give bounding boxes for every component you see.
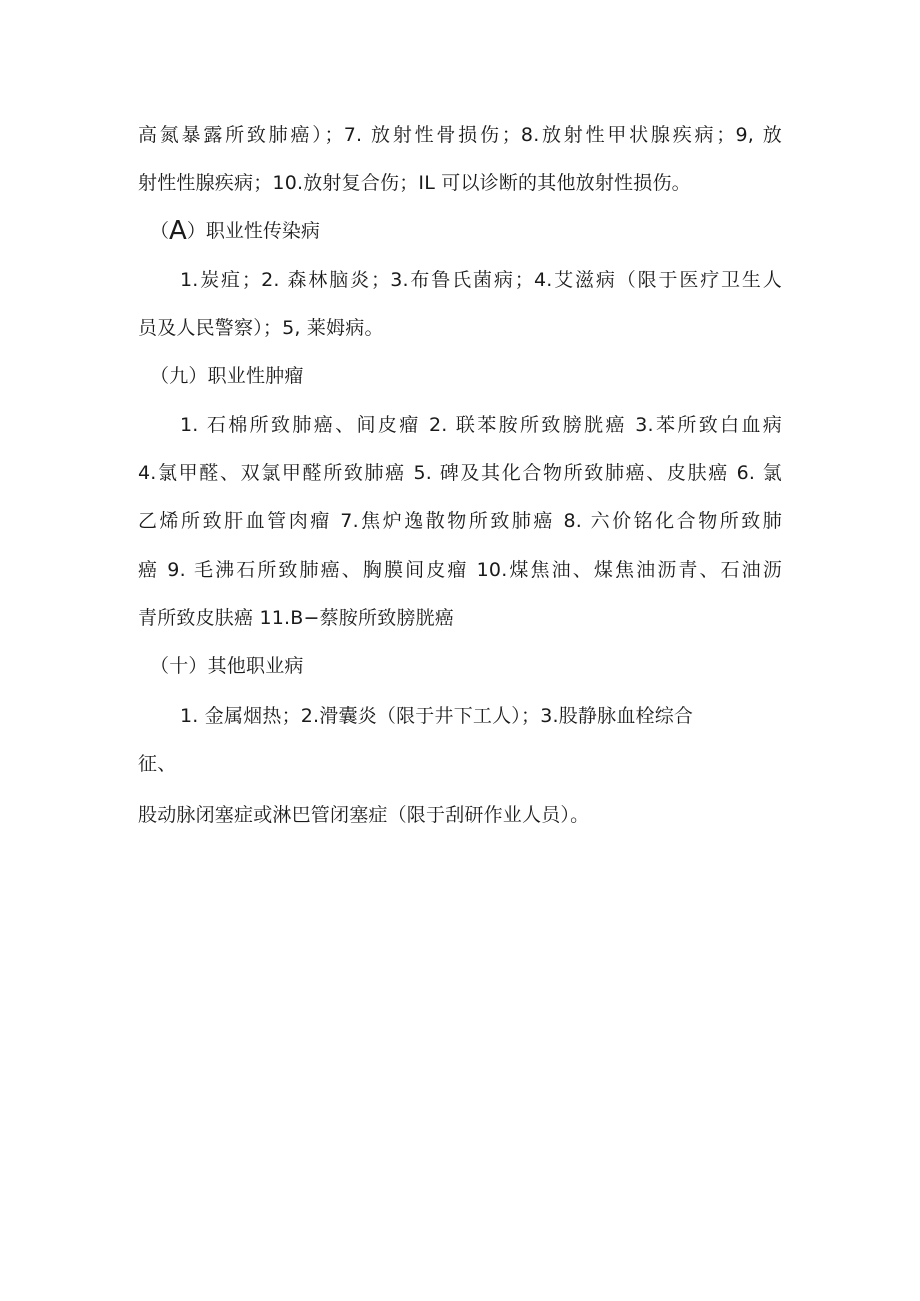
- paragraph-line-8: 乙烯所致肝血管肉瘤 7.焦炉逸散物所致肺癌 8. 六价铭化合物所致肺: [138, 510, 782, 532]
- section-heading-infectious: [150, 216, 320, 246]
- heading-text: 职业性传染病: [205, 220, 320, 242]
- paragraph-line-2: 射性性腺疾病；10.放射复合伤；IL 可以诊断的其他放射性损伤。: [138, 172, 691, 194]
- section-heading-tumor: （九）职业性肿瘤: [150, 365, 304, 387]
- paragraph-line-1: 高氮暴露所致肺癌）；7. 放射性骨损伤；8.放射性甲状腺疾病；9, 放: [138, 124, 782, 146]
- section-heading-other: （十）其他职业病: [150, 655, 304, 677]
- paragraph-line-9: 癌 9. 毛沸石所致肺癌、胸膜间皮瘤 10.煤焦油、煤焦油沥青、石油沥: [138, 559, 782, 581]
- heading-close-paren: ）: [186, 220, 206, 242]
- heading-letter: A: [169, 216, 187, 246]
- paragraph-line-6: 1. 石棉所致肺癌、间皮瘤 2. 联苯胺所致膀胱癌 3.苯所致白血病: [180, 414, 782, 436]
- paragraph-line-14: 股动脉闭塞症或淋巴管闭塞症（限于刮研作业人员）。: [138, 804, 590, 826]
- paragraph-line-13: 征、: [138, 753, 177, 775]
- heading-open-paren: （: [150, 220, 170, 242]
- paragraph-line-3: 1.炭疽；2. 森林脑炎；3.布鲁氏菌病；4.艾滋病（限于医疗卫生人: [180, 269, 782, 291]
- paragraph-line-4: 员及人民警察）；5, 莱姆病。: [138, 317, 384, 339]
- paragraph-line-7: 4.氯甲醛、双氯甲醛所致肺癌 5. 碑及其化合物所致肺癌、皮肤癌 6. 氯: [138, 462, 782, 484]
- paragraph-line-12: 1. 金属烟热；2.滑囊炎（限于井下工人）；3.股静脉血栓综合: [180, 705, 694, 727]
- paragraph-line-10: 青所致皮肤癌 11.B−蔡胺所致膀胱癌: [138, 607, 455, 629]
